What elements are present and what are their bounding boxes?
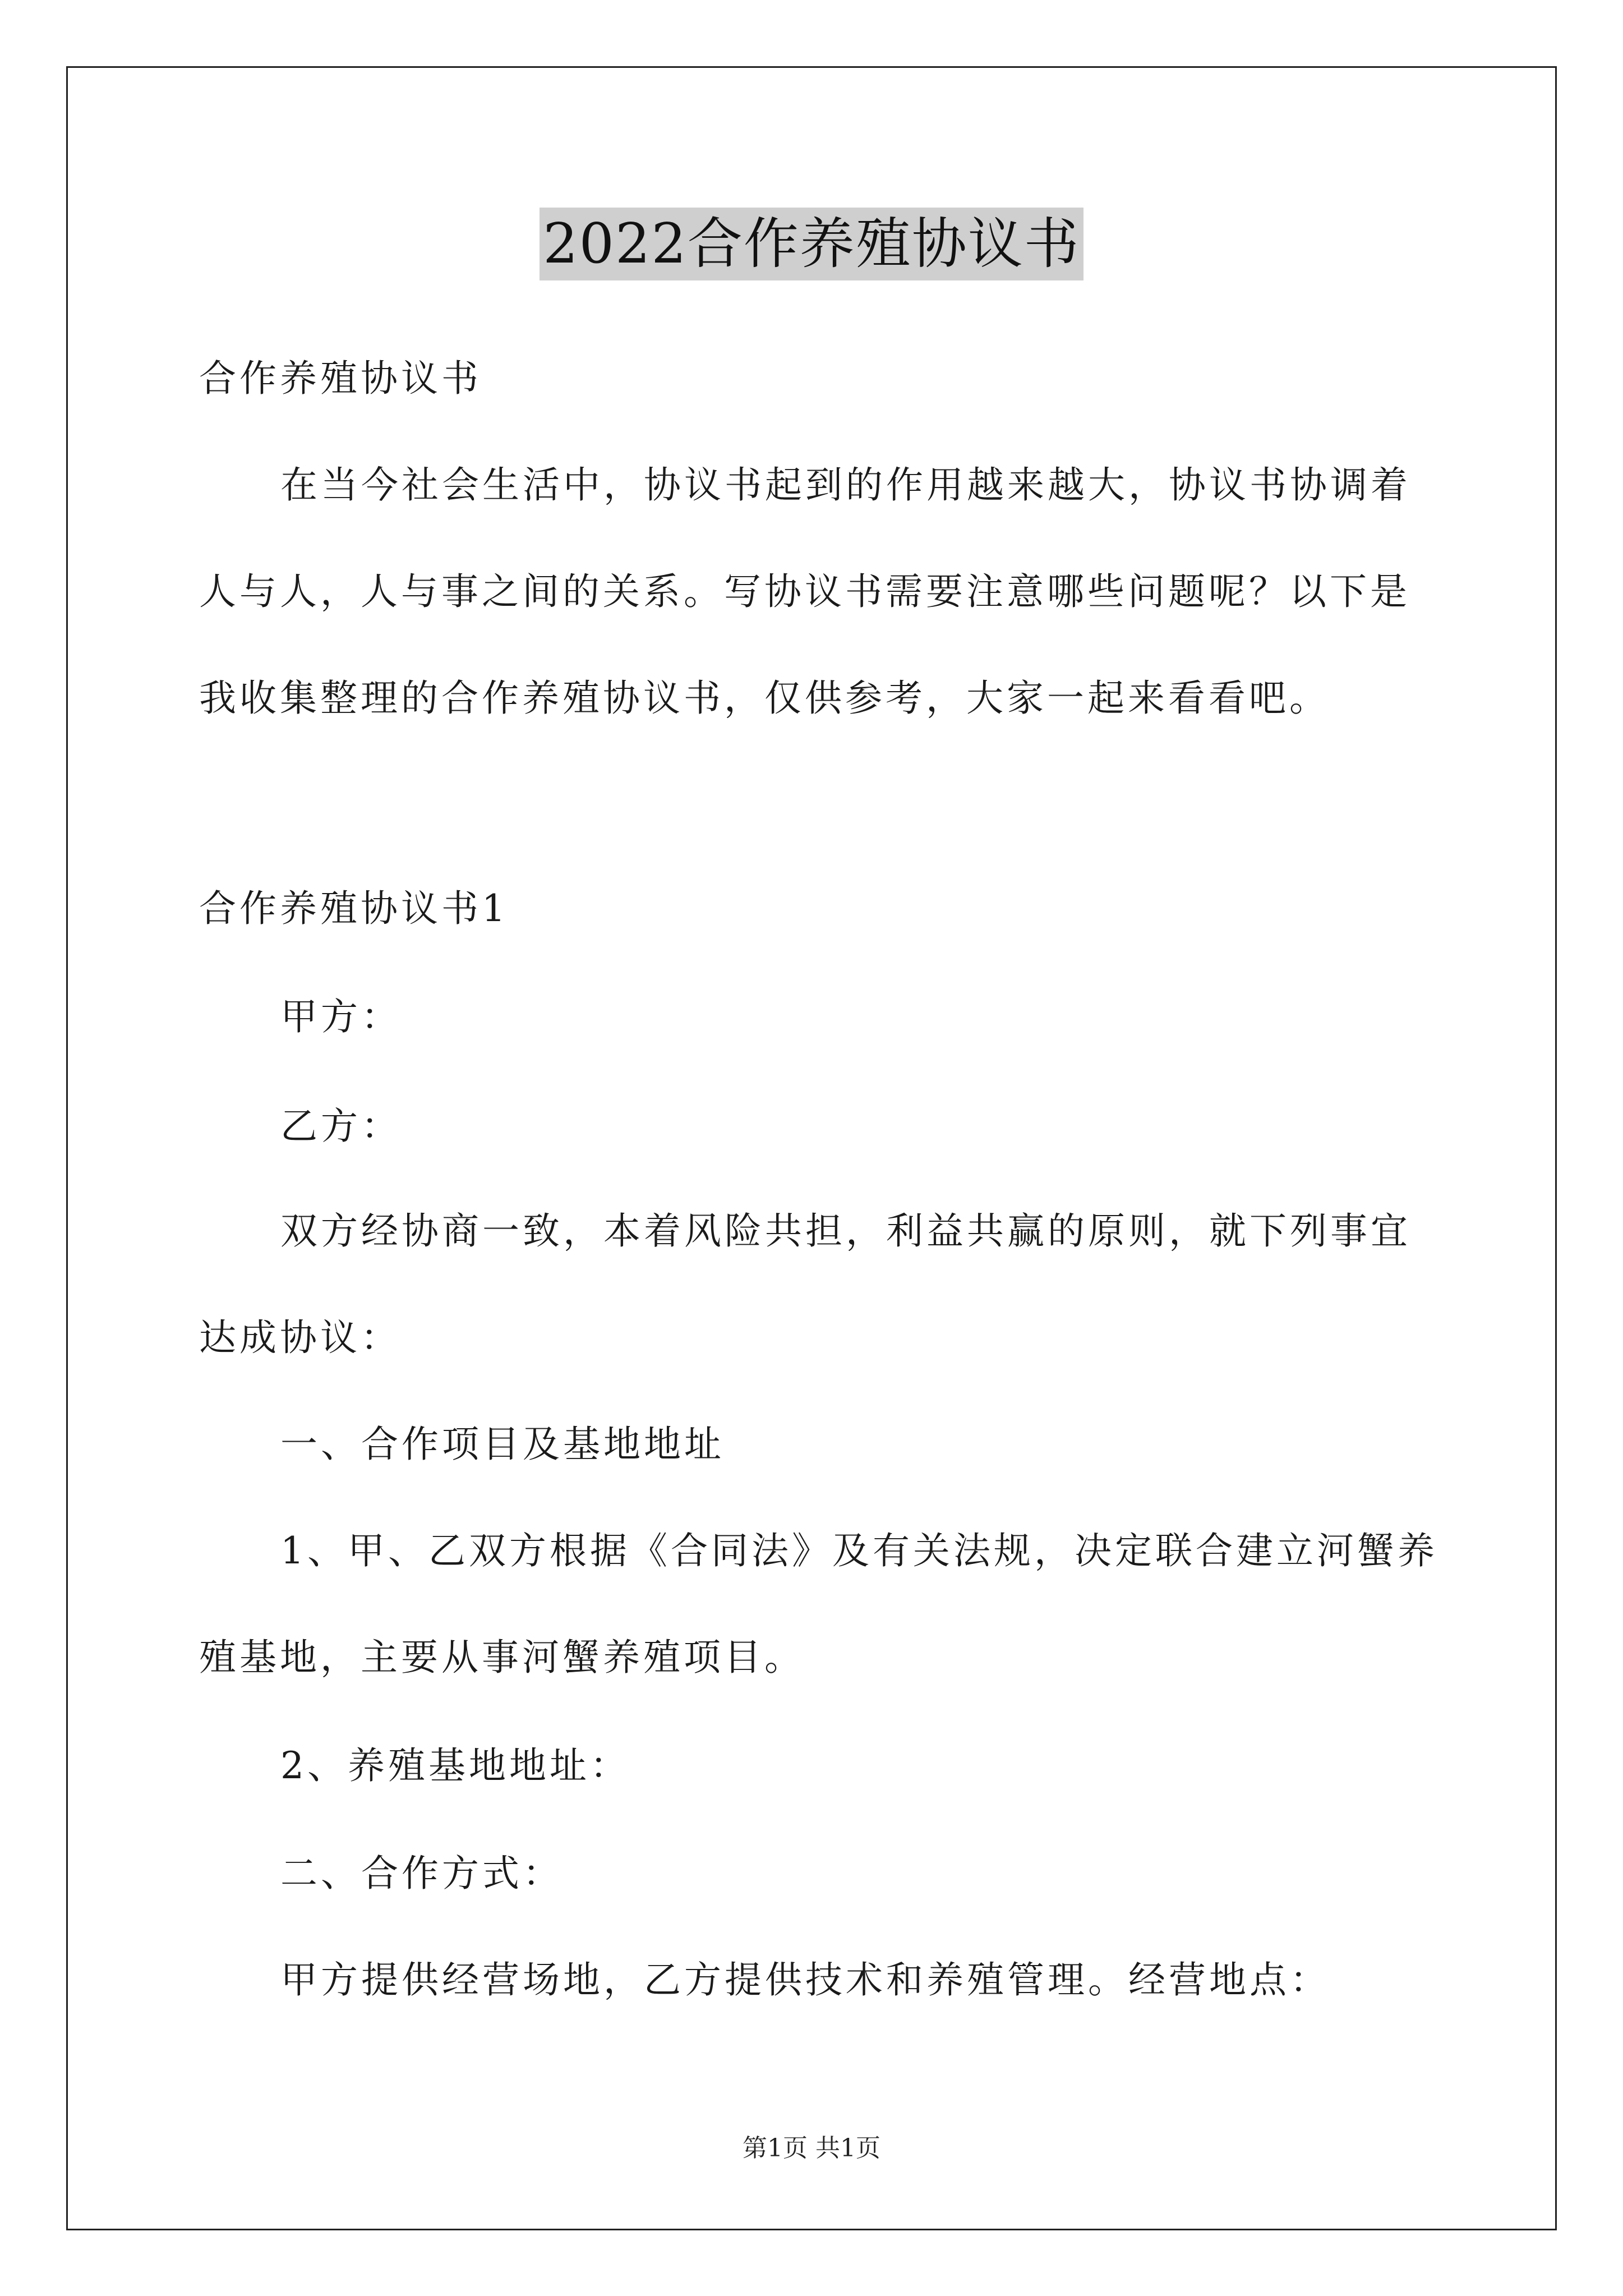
paragraph-line: 双方经协商一致，本着风险共担，利益共赢的原则，就下列事宜 — [280, 1209, 1411, 1253]
section-heading: 合作养殖协议书 — [199, 357, 482, 400]
section-heading: 合作养殖协议书1 — [199, 887, 509, 930]
paragraph-line: 达成协议： — [199, 1316, 401, 1359]
party-b-line: 乙方： — [280, 1105, 402, 1148]
paragraph-line: 人与人，人与事之间的关系。写协议书需要注意哪些问题呢？以下是 — [199, 570, 1410, 613]
paragraph-line: 我收集整理的合作养殖协议书，仅供参考，大家一起来看看吧。 — [199, 677, 1330, 720]
paragraph-line: 殖基地，主要从事河蟹养殖项目。 — [199, 1636, 805, 1679]
page-number-footer: 第1页 共1页 — [743, 2134, 880, 2162]
title-container — [0, 208, 1623, 280]
paragraph-line: 1、甲、乙双方根据《合同法》及有关法规，决定联合建立河蟹养 — [280, 1529, 1438, 1572]
document-title: 2022合作养殖协议书 — [540, 208, 1083, 280]
party-a-line: 甲方： — [280, 995, 402, 1038]
clause-heading: 二、合作方式： — [280, 1852, 563, 1895]
paragraph-line: 甲方提供经营场地，乙方提供技术和养殖管理。经营地点： — [280, 1958, 1330, 2001]
clause-heading: 一、合作项目及基地地址 — [280, 1423, 725, 1466]
paragraph-line: 在当今社会生活中，协议书起到的作用越来越大，协议书协调着 — [280, 463, 1411, 507]
paragraph-line: 2、养殖基地地址： — [280, 1744, 630, 1787]
